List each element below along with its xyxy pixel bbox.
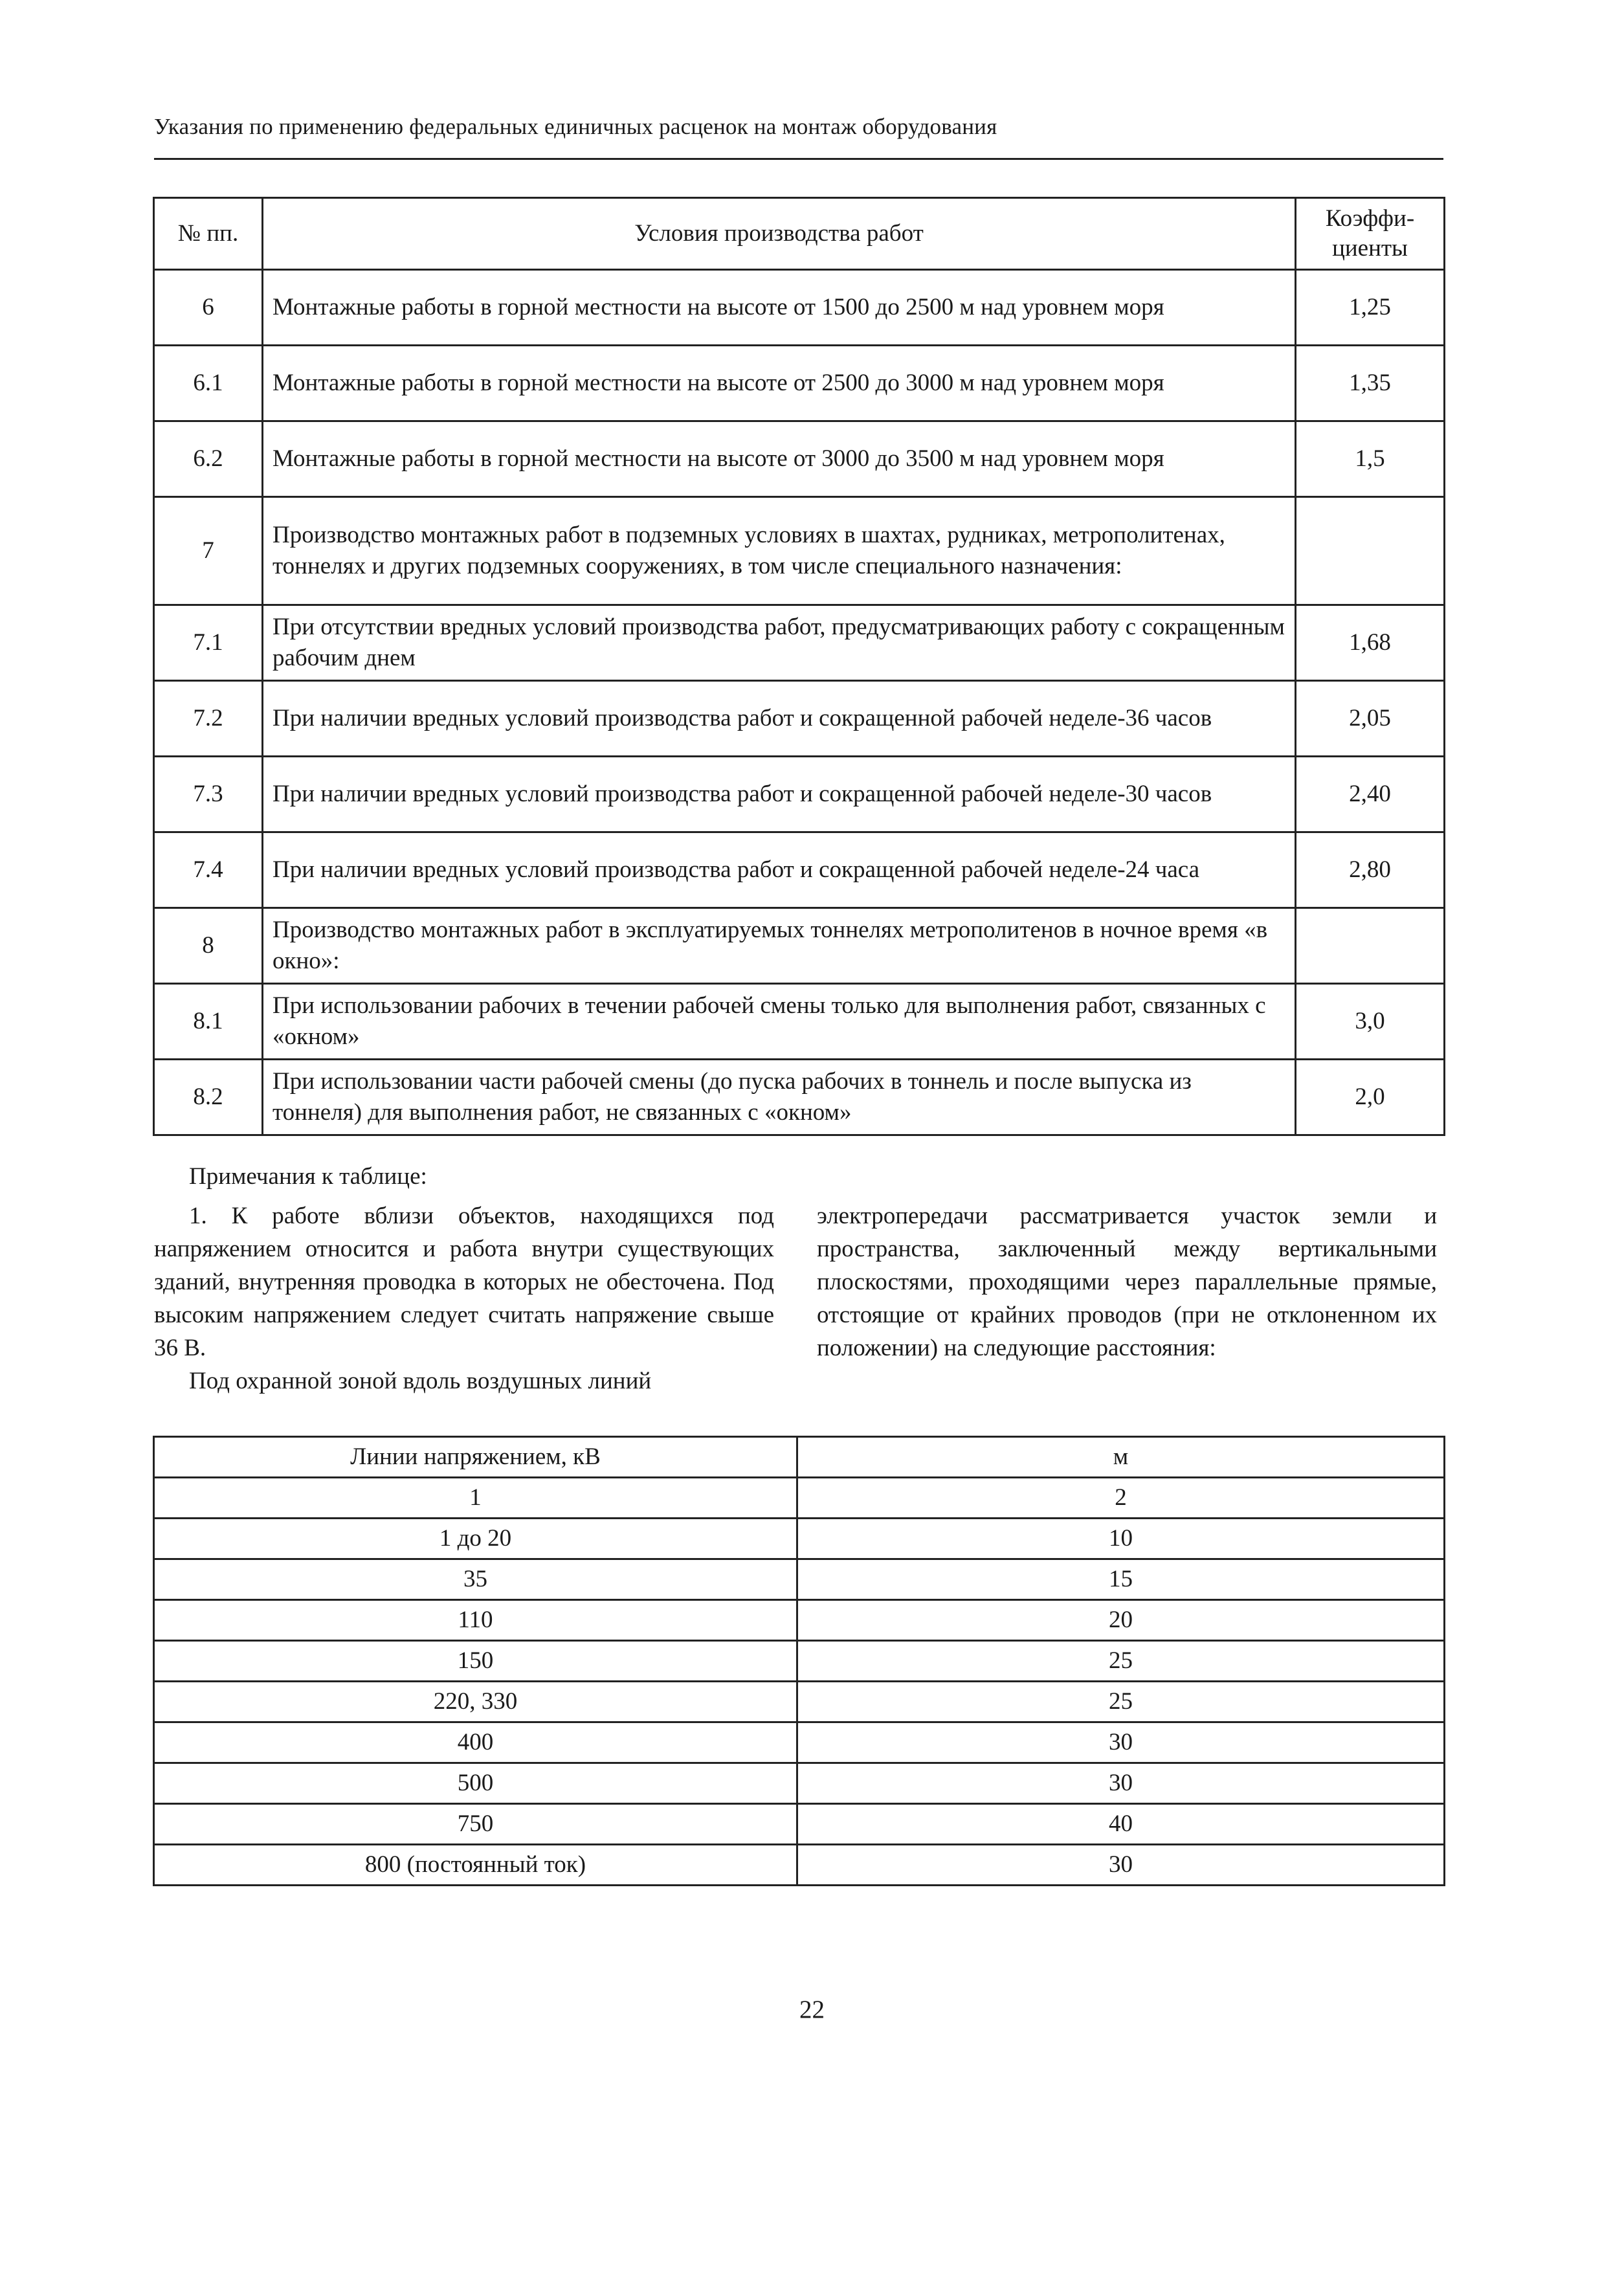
row-condition: При наличии вредных условий производства работ и сокращенной рабочей неделе-30 часов <box>263 757 1296 832</box>
table-row <box>154 1559 1445 1600</box>
row-condition: Производство монтажных работ в подземных условиях в шахтах, рудниках, метрополитенах, тоннелях и других подземных сооружениях, в том числе специального назначения: <box>263 497 1296 605</box>
row-coefficient: 2,0 <box>1296 1060 1445 1135</box>
row-number: 6.2 <box>154 421 263 497</box>
voltage-cell: 110 <box>154 1600 797 1641</box>
row-coefficient: 2,05 <box>1296 681 1445 757</box>
voltage-cell: 1 <box>154 1478 797 1519</box>
column-header-conditions: Условия производства работ <box>263 198 1296 270</box>
row-number: 7.3 <box>154 757 263 832</box>
voltage-cell: 1 до 20 <box>154 1519 797 1559</box>
notes-paragraph-2-continued: электропередачи рассматривается участок земли и пространства, заключенный между вертикальными плоскостями, проходящими через параллельные прямые, отстоящие от крайних проводов (при не отклоненном их положении) на следующие расстояния: <box>817 1203 1437 1361</box>
column-header-voltage: Линии напряжением, кВ <box>154 1437 797 1478</box>
column-header-num: № пп. <box>154 198 263 270</box>
voltage-cell: 500 <box>154 1763 797 1804</box>
table-row <box>154 1722 1445 1763</box>
distance-cell: 30 <box>797 1722 1445 1763</box>
table-row <box>154 984 1445 1060</box>
table-row <box>154 908 1445 984</box>
column-header-coefficients: Коэффи-циенты <box>1296 198 1445 270</box>
table-row <box>154 681 1445 757</box>
row-coefficient: 1,5 <box>1296 421 1445 497</box>
voltage-cell: 750 <box>154 1804 797 1845</box>
page-number: 22 <box>799 1996 825 2023</box>
notes-right-column <box>817 1199 1437 1364</box>
distance-cell: 30 <box>797 1845 1445 1886</box>
table-row <box>154 497 1445 605</box>
row-number: 8.1 <box>154 984 263 1060</box>
row-number: 8 <box>154 908 263 984</box>
row-condition: Производство монтажных работ в эксплуатируемых тоннелях метрополитенов в ночное время «в окно»: <box>263 908 1296 984</box>
distance-cell: 25 <box>797 1682 1445 1722</box>
row-coefficient: 1,25 <box>1296 270 1445 346</box>
row-coefficient: 1,35 <box>1296 346 1445 421</box>
table-row <box>154 346 1445 421</box>
row-number: 7 <box>154 497 263 605</box>
table-row <box>154 270 1445 346</box>
row-coefficient: 2,40 <box>1296 757 1445 832</box>
table-row <box>154 1600 1445 1641</box>
distance-cell: 30 <box>797 1763 1445 1804</box>
table-row <box>154 1519 1445 1559</box>
voltage-cell: 35 <box>154 1559 797 1600</box>
row-coefficient: 3,0 <box>1296 984 1445 1060</box>
coefficients-table <box>153 197 1445 1136</box>
voltage-cell: 800 (постоянный ток) <box>154 1845 797 1886</box>
running-header: Указания по применению федеральных единичных расценок на монтаж оборудования <box>154 114 997 139</box>
row-condition: При использовании рабочих в течении рабочей смены только для выполнения работ, связанных с «окном» <box>263 984 1296 1060</box>
table-row <box>154 1763 1445 1804</box>
row-coefficient <box>1296 908 1445 984</box>
notes-paragraph-2: Под охранной зоной вдоль воздушных линий <box>189 1368 652 1394</box>
table-row <box>154 605 1445 681</box>
row-coefficient: 1,68 <box>1296 605 1445 681</box>
row-condition: Монтажные работы в горной местности на высоте от 3000 до 3500 м над уровнем моря <box>263 421 1296 497</box>
row-condition: Монтажные работы в горной местности на высоте от 2500 до 3000 м над уровнем моря <box>263 346 1296 421</box>
distance-cell: 10 <box>797 1519 1445 1559</box>
table-row <box>154 1060 1445 1135</box>
table-row <box>154 832 1445 908</box>
row-number: 7.4 <box>154 832 263 908</box>
row-number: 6 <box>154 270 263 346</box>
row-coefficient: 2,80 <box>1296 832 1445 908</box>
table-row <box>154 1804 1445 1845</box>
row-coefficient <box>1296 497 1445 605</box>
table-row <box>154 1478 1445 1519</box>
coefficients-table-header-row <box>154 198 1445 270</box>
row-condition: При использовании части рабочей смены (до пуска рабочих в тоннель и после выпуска из тоннеля) для выполнения работ, не связанных с «окном» <box>263 1060 1296 1135</box>
header-rule <box>154 158 1443 160</box>
notes-title: Примечания к таблице: <box>189 1163 427 1190</box>
row-number: 7.2 <box>154 681 263 757</box>
voltage-table-header-row <box>154 1437 1445 1478</box>
voltage-cell: 150 <box>154 1641 797 1682</box>
table-row <box>154 1845 1445 1886</box>
voltage-cell: 400 <box>154 1722 797 1763</box>
row-condition: При наличии вредных условий производства работ и сокращенной рабочей неделе-24 часа <box>263 832 1296 908</box>
notes-paragraph-1: 1. К работе вблизи объектов, находящихся под напряжением относится и работа внутри существующих зданий, внутренняя проводка в которых не обесточена. Под высоким напряжением следует считать напряжение свыше 36 В. <box>154 1203 774 1361</box>
distance-cell: 25 <box>797 1641 1445 1682</box>
table-row <box>154 1641 1445 1682</box>
row-condition: Монтажные работы в горной местности на высоте от 1500 до 2500 м над уровнем моря <box>263 270 1296 346</box>
row-number: 7.1 <box>154 605 263 681</box>
distance-cell: 40 <box>797 1804 1445 1845</box>
voltage-cell: 220, 330 <box>154 1682 797 1722</box>
row-number: 8.2 <box>154 1060 263 1135</box>
distance-cell: 15 <box>797 1559 1445 1600</box>
voltage-distance-table <box>153 1436 1445 1886</box>
column-header-distance: м <box>797 1437 1445 1478</box>
table-row <box>154 757 1445 832</box>
row-condition: При отсутствии вредных условий производства работ, предусматривающих работу с сокращенным рабочим днем <box>263 605 1296 681</box>
distance-cell: 2 <box>797 1478 1445 1519</box>
distance-cell: 20 <box>797 1600 1445 1641</box>
table-row <box>154 421 1445 497</box>
row-condition: При наличии вредных условий производства работ и сокращенной рабочей неделе-36 часов <box>263 681 1296 757</box>
row-number: 6.1 <box>154 346 263 421</box>
table-row <box>154 1682 1445 1722</box>
notes-left-column <box>154 1199 774 1398</box>
